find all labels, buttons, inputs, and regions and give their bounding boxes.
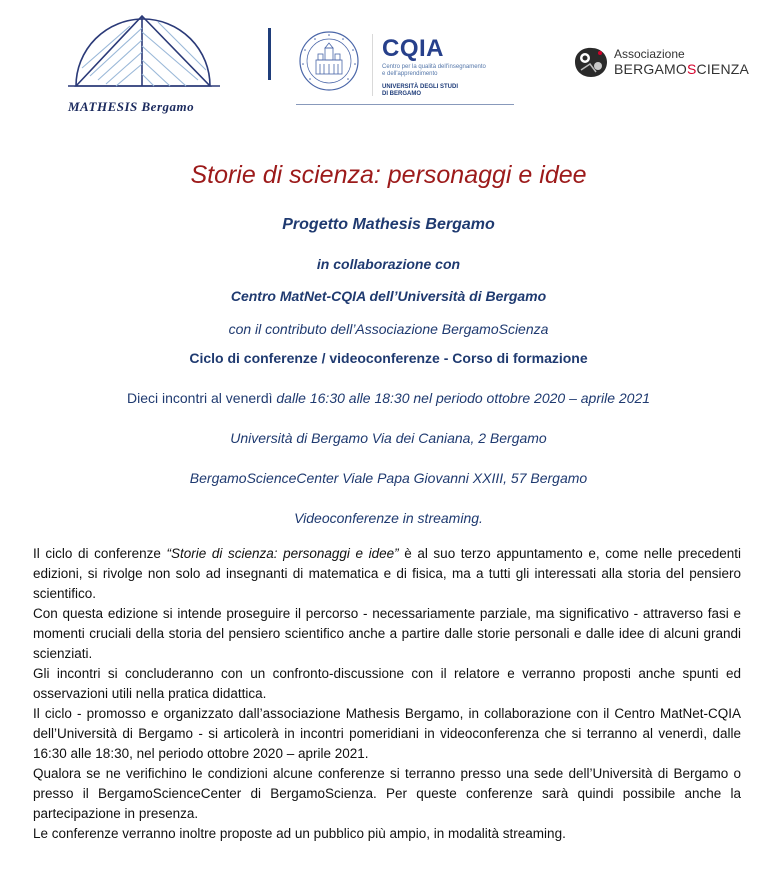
contribution-line: con il contributo dell’Associazione BergamoScienza <box>228 321 549 337</box>
mathesis-semicircle-icon <box>60 8 230 100</box>
paragraph-edition: Con questa edizione si intende proseguire il percorso - necessariamente parziale, ma significativo - attraverso fasi e momenti cruciali della storia del pensiero scientifico anche a partire dalle storie personali e dalle idee di alcuni grandi scienziati. <box>33 606 741 661</box>
logo-header <box>0 0 777 130</box>
cycle-line: Ciclo di conferenze / videoconferenze - Corso di formazione <box>189 350 588 366</box>
cqia-logo <box>382 36 522 98</box>
cqia-subtitle: Centro per la qualità dell'insegnamento e dell'apprendimento <box>382 64 486 77</box>
schedule-line: Dieci incontri al venerdì dalle 16:30 alle 18:30 nel periodo ottobre 2020 – aprile 2021 <box>126 390 651 406</box>
paragraph-meetings: Gli incontri si concluderanno con un confronto-discussione con il relatore e verranno proposti anche spunti ed osservazioni utili nella pratica didattica. <box>33 666 741 701</box>
mathesis-logo <box>60 8 230 120</box>
venue-university: Università di Bergamo Via dei Caniana, 2 Bergamo <box>230 430 547 446</box>
collaboration-line: in collaborazione con <box>316 256 461 272</box>
venue-science-center: BergamoScienceCenter Viale Papa Giovanni XXIII, 57 Bergamo <box>189 470 588 486</box>
project-name: Progetto Mathesis Bergamo <box>282 216 495 233</box>
paragraph-venue: Qualora se ne verifichino le condizioni alcune conferenze si terranno presso una sede dell’Università di Bergamo o presso il BergamoScienceCenter di BergamoScienza. Per queste conferenze sarà quindi possibile anche la partecipazione in presenza. <box>33 766 741 821</box>
paragraph-intro: Il ciclo di conferenze “Storie di scienza: personaggi e idee” è al suo terzo appuntamento e, come nelle precedenti edizioni, si rivolge non solo ad insegnanti di matematica e di fisica, ma a tutti gli interessati alla storia del pensiero scientifico. <box>33 546 741 601</box>
logo-divider-bar <box>268 28 271 80</box>
cqia-separator <box>372 34 373 96</box>
description-body <box>33 544 741 844</box>
cqia-title: CQIA <box>382 35 444 62</box>
mathesis-caption: MATHESIS Bergamo <box>68 99 195 114</box>
cqia-university: UNIVERSITÀ DEGLI STUDI DI BERGAMO <box>382 84 459 97</box>
bergamoscienza-logo-text: Associazione BERGAMOSCIENZA <box>614 47 750 77</box>
university-seal-icon <box>298 30 360 92</box>
streaming-line: Videoconferenze in streaming. <box>294 510 483 526</box>
page-title: Storie di scienza: personaggi e idee <box>190 161 587 189</box>
paragraph-streaming: Le conferenze verranno inoltre proposte ad un pubblico più ampio, in modalità streaming. <box>33 826 566 841</box>
cqia-underline <box>296 104 514 105</box>
paragraph-organization: Il ciclo - promosso e organizzato dall’associazione Mathesis Bergamo, in collaborazione con il Centro MatNet-CQIA dell’Università di Bergamo - si articolerà in incontri pomeridiani in videoconferenza che si terranno al venerdì, dalle 16:30 alle 18:30, nel periodo ottobre 2020 – aprile 2021. <box>33 706 741 761</box>
center-name: Centro MatNet-CQIA dell’Università di Bergamo <box>230 288 547 304</box>
bergamoscienza-emblem-icon <box>572 44 610 80</box>
